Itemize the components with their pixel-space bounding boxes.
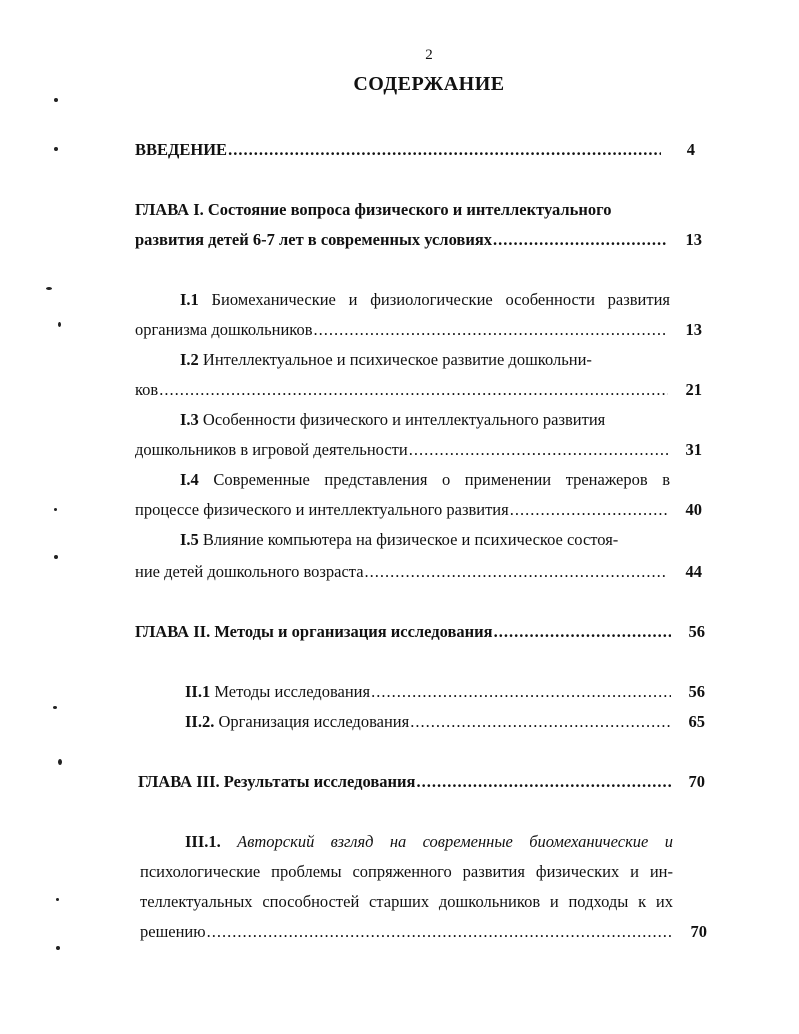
section-number: I.2: [180, 350, 199, 369]
toc-chapter-1-line1[interactable]: ГЛАВА I. Состояние вопроса физического и интеллектуального: [135, 200, 612, 219]
section-title: Методы исследования: [210, 682, 371, 701]
section-number: I.1: [180, 290, 199, 309]
toc-section-1-2-line2[interactable]: [135, 378, 702, 402]
scan-speck: [56, 898, 59, 901]
toc-entry-label: ние детей дошкольного возраста: [135, 562, 364, 581]
toc-chapter-1-line2[interactable]: [135, 228, 702, 252]
scan-speck: [54, 555, 58, 559]
toc-section-1-3-line2[interactable]: [135, 438, 702, 462]
scan-speck: [54, 147, 58, 151]
toc-entry-label: ГЛАВА II. Методы и организация исследования: [135, 622, 493, 641]
toc-section-2-1[interactable]: [185, 680, 705, 704]
dot-leader: [159, 378, 668, 402]
toc-page-number: 13: [685, 230, 702, 249]
toc-entry-label: развития детей 6-7 лет в современных условиях: [135, 230, 492, 249]
toc-entry-label: процессе физического и интеллектуального развития: [135, 500, 509, 519]
dot-leader: [510, 498, 668, 522]
toc-entry-label: [185, 710, 409, 734]
toc-chapter-3[interactable]: [138, 770, 705, 794]
toc-section-1-4-line1[interactable]: [180, 468, 670, 492]
toc-entry-label: организма дошкольников: [135, 320, 313, 339]
dot-leader: [228, 138, 661, 162]
dot-leader: [365, 560, 668, 584]
toc-page-number: 56: [688, 622, 705, 641]
section-number: II.1: [185, 682, 211, 701]
toc-section-1-5-line2[interactable]: [135, 560, 702, 584]
toc-page-number: 70: [690, 922, 707, 941]
toc-page-number: 70: [688, 772, 705, 791]
toc-entry-label: решению: [140, 922, 206, 941]
dot-leader: [207, 920, 673, 944]
toc-section-1-3-line1[interactable]: [180, 408, 670, 432]
toc-chapter-2[interactable]: [135, 620, 705, 644]
section-title: Авторский взгляд на современные биомеханические и: [220, 832, 673, 851]
dot-leader: [494, 620, 671, 644]
scan-speck: [58, 759, 62, 765]
section-title: Организация исследования: [214, 712, 410, 731]
scan-speck: [46, 287, 52, 290]
section-number: I.5: [180, 530, 199, 549]
section-number: III.1.: [185, 832, 221, 851]
toc-section-3-1-line3[interactable]: теллектуальных способностей старших дошкольников и подходы к их: [140, 892, 673, 911]
toc-page-number: 44: [685, 562, 702, 581]
toc-section-3-1-line4[interactable]: [140, 920, 707, 944]
toc-page-number: 4: [686, 140, 695, 159]
scan-speck: [56, 946, 60, 950]
page-number: 2: [425, 47, 433, 63]
section-title: Современные представления о применении тренажеров в: [198, 470, 670, 489]
toc-page-number: 21: [685, 380, 702, 399]
toc-section-3-1-line1[interactable]: [185, 830, 673, 854]
dot-leader: [493, 228, 668, 252]
toc-page-number: 31: [685, 440, 702, 459]
toc-entry-introduction[interactable]: [135, 138, 695, 162]
dot-leader: [371, 680, 671, 704]
toc-entry-label: [185, 680, 370, 704]
toc-section-1-5-line1[interactable]: [180, 528, 670, 552]
toc-section-1-1-line1[interactable]: [180, 288, 670, 312]
toc-entry-label: ков: [135, 380, 159, 399]
toc-section-3-1-line2[interactable]: психологические проблемы сопряженного развития физических и ин-: [140, 862, 673, 881]
toc-entry-label: дошкольников в игровой деятельности: [135, 440, 408, 459]
section-title: Особенности физического и интеллектуального развития: [198, 410, 606, 429]
toc-page-number: 13: [685, 320, 702, 339]
toc-section-1-1-line2[interactable]: [135, 318, 702, 342]
toc-page-number: 56: [688, 682, 705, 701]
toc-entry-label: ГЛАВА III. Результаты исследования: [138, 772, 416, 791]
page-title: СОДЕРЖАНИЕ: [353, 73, 505, 95]
section-number: II.2.: [185, 712, 215, 731]
toc-section-2-2[interactable]: [185, 710, 705, 734]
section-title: Влияние компьютера на физическое и психическое состоя-: [198, 530, 619, 549]
dot-leader: [416, 770, 671, 794]
section-number: I.3: [180, 410, 199, 429]
toc-section-1-4-line2[interactable]: [135, 498, 702, 522]
scan-speck: [54, 98, 58, 102]
toc-section-1-2-line1[interactable]: [180, 348, 670, 372]
toc-page-number: 40: [685, 500, 702, 519]
scan-speck: [54, 508, 57, 511]
toc-entry-label: ВВЕДЕНИЕ: [135, 140, 228, 159]
dot-leader: [314, 318, 668, 342]
section-title: Интеллектуальное и психическое развитие дошкольни-: [198, 350, 592, 369]
dot-leader: [409, 438, 668, 462]
section-number: I.4: [180, 470, 199, 489]
scan-speck: [53, 706, 57, 709]
section-title: Биомеханические и физиологические особенности развития: [198, 290, 670, 309]
toc-page-number: 65: [688, 712, 705, 731]
dot-leader: [410, 710, 671, 734]
scan-speck: [58, 322, 61, 327]
